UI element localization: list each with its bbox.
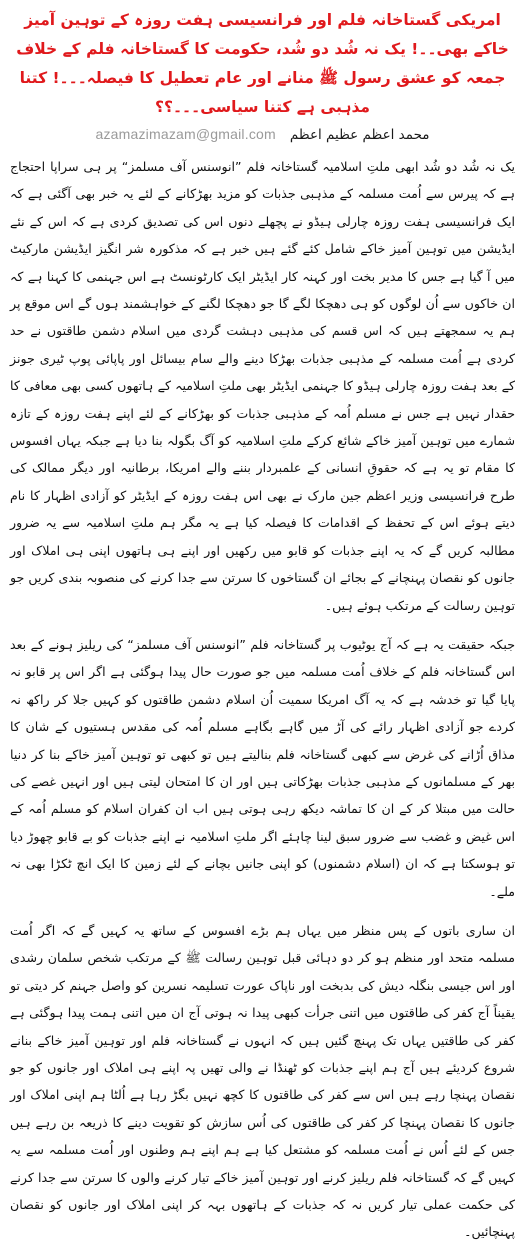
paragraph-3: ان ساری باتوں کے پس منظر میں یہاں ہم بڑے افسوس کے ساتھ یہ کہیں گے کہ اگر اُمت مسلمہ متحد اور منظم ہو کر دو دہائی قبل توہین رسالت ﷺ کے مرتکب شخص سلمان رشدی اور اس جیسی بنگلہ دیش کی بدبخت اور ناپاک عورت تسلیمہ نسرین کو واصل جہنم کر دیتی تو یقیناً آج کفر کی طاقتوں میں اتنی جرأت کبھی پیدا نہ ہوتی آج ان میں اتنی ہمت پیدا ہوگئی ہے کفر کی طاقتیں یہاں تک پہنچ گئیں ہیں کہ انہوں نے گستاخانہ فلم اور توہین آمیز خاکے بنانے شروع کردیئے ہیں آج ہم اپنے جذبات کو ٹھنڈا نے والی تھیں پہ اپنے ہی املاک اور جانوں کو جو نقصان پہنچا رہے ہیں اس سے کفر کی طاقتوں کا کچھ نہیں بگڑ رہا ہے اُلٹا ہم اپنی املاک اور جانوں کا نقصان پہنچا کر کفر کی طاقتوں کی اُس سازش کو تقویت دینے کا ذریعہ بن رہے ہیں جس کے لئے اُس نے اُمت مسلمہ کو مشتعل کیا ہے ہم اپنے ہم وطنوں اور اُمت مسلمہ سے یہ کہیں گے کہ گستاخانہ فلم ریلیز کرنے اور توہین آمیز خاکے تیار کرنے والوں کا سرتن سے جدا کرنے کی حکمت عملی تیار کریں نہ کہ جذبات کے ہاتھوں بہہ کر اپنی املاک اور جانوں کو نقصان پہنچائیں۔ — [10, 922, 515, 1240]
author-email[interactable]: azamazimazam@gmail.com — [95, 126, 276, 142]
article-title: امریکی گستاخانہ فلم اور فرانسیسی ہفت روزہ کے توہین آمیز خاکے بھی۔۔! یک نہ شُد دو شُد، حکومت کا گستاخانہ فلم کے خلاف جمعہ کو عشق رسول ﷺ منانے اور عام تعطیل کا فیصلہ۔۔۔! کتنا مذہبی ہے کتنا سیاسی۔۔۔؟؟ — [16, 11, 509, 116]
author-name: محمد اعظم عظیم اعظم — [289, 127, 430, 143]
paragraph-2: جبکہ حقیقت یہ ہے کہ آج یوٹیوب پر گستاخانہ فلم ”انوسنس آف مسلمز“ کی ریلیز ہونے کے بعد اس گستاخانہ فلم کے خلاف اُمت مسلمہ میں جو صورت حال پیدا ہوگئی ہے اگر اس پر قابو نہ پایا گیا تو خدشہ ہے کہ یہ آگ امریکا سمیت اُن اسلام دشمن طاقتوں کو کہیں جلا کر راکھ نہ کردے جو آزادی اظہار رائے کی آڑ میں گاہے بگاہے مسلم اُمہ کی مقدس ہستیوں کے شان کا مذاق اُڑانے کی غرض سے کبھی گستاخانہ فلم بنالیتے ہیں تو کبھی تو توہین آمیز خاکے بنا کر دنیا بھر کے مسلمانوں کے مذہبی جذبات بھڑکاتی ہیں اور ان کا امتحان لیتی ہیں اور انہیں غصے کی حالت میں مبتلا کر کے ان کا تماشہ دیکھ رہی ہوتی ہیں اب ان کفران اسلام کو مسلم اُمہ کے اس غیض و غضب سے ضرور سبق لینا چاہئے اگر ملتِ اسلامیہ نے اپنے جذبات کو بے قابو چھوڑ دیا تو ہوسکتا ہے کہ ان (اسلام دشمنوں) کو اپنی جانیں بچانے کے لئے زمین کا ایک انچ ٹکڑا بھی نہ ملے۔ — [10, 636, 515, 899]
byline — [10, 126, 515, 143]
paragraph-1: یک نہ شُد دو شُد ابھی ملتِ اسلامیہ گستاخانہ فلم ”انوسنس آف مسلمز“ پر ہی سراپا احتجاج ہے کہ پیرس سے اُمت مسلمہ کے مذہبی جذبات کو مزید بھڑکانے کے لئے یہ خبر بھی آگئی ہے کہ ایک فرانسیسی ہفت روزہ چارلی ہیڈو نے پچھلے دنوں اس کی تصدیق کردی ہے کہ اس کے نئے ایڈیشن میں توہین آمیز خاکے شامل کئے گئے ہیں خبر ہے کہ مذکورہ شر انگیز ایڈیشن مارکیٹ میں آ گیا ہے جس کا مدیر بخت اور کہنہ کار ایڈیٹر ایک کارٹونسٹ ہے اس جہنمی کا کہنا ہے کہ ان خاکوں سے اُن لوگوں کو ہی دھچکا لگے گا جو دھچکا لگنے کے خواہشمند ہوں گے اس موقع پر ہم یہ سمجھتے ہیں کہ اس قسم کی مذہبی دہشت گردی میں اسلام دشمن طاقتوں نے حد کردی ہے اُمت مسلمہ کے مذہبی جذبات بھڑکا دینے والے سام بیسائل اور پاپائی پوپ ٹیری جونز کے بعد ہفت روزہ چارلی ہیڈو کا جہنمی ایڈیٹر بھی ملتِ اسلامیہ کے ہاتھوں کسی بھی معافی کا حقدار نہیں ہے جس نے مسلم اُمہ کے مذہبی جذبات کو بھڑکانے کے لئے اپنے ہفت روزہ کے تازہ شمارے میں توہین آمیز خاکے شائع کرکے ملتِ اسلامیہ کو آگ بگولہ بنا دیا ہے جبکہ یہاں افسوس کا مقام تو یہ ہے کہ حقوقِ انسانی کے علمبردار بننے والے امریکا، برطانیہ اور دیگر ممالک کی طرح فرانسیسی وزیر اعظم جین مارک نے بھی اس ہفت روزہ کے ایڈیٹر کو آزادی اظہار کا نام دیتے ہوئے اس کے تحفظ کے اقدامات کا فیصلہ کیا ہے یہ مگر ہم ملتِ اسلامیہ سے یہ ضرور مطالبہ کریں گے کہ یہ اپنے جذبات کو قابو میں رکھیں اور اپنے ہی ہاتھوں اپنی ہی املاک اور جانوں کو نقصان پہنچانے کے بجائے ان گستاخوں کا سرتن سے جدا کرنے کی منصوبہ بندی کریں جو توہین رسالت کے مرتکب ہوئے ہیں۔ — [10, 159, 515, 613]
article-body — [10, 153, 515, 1246]
